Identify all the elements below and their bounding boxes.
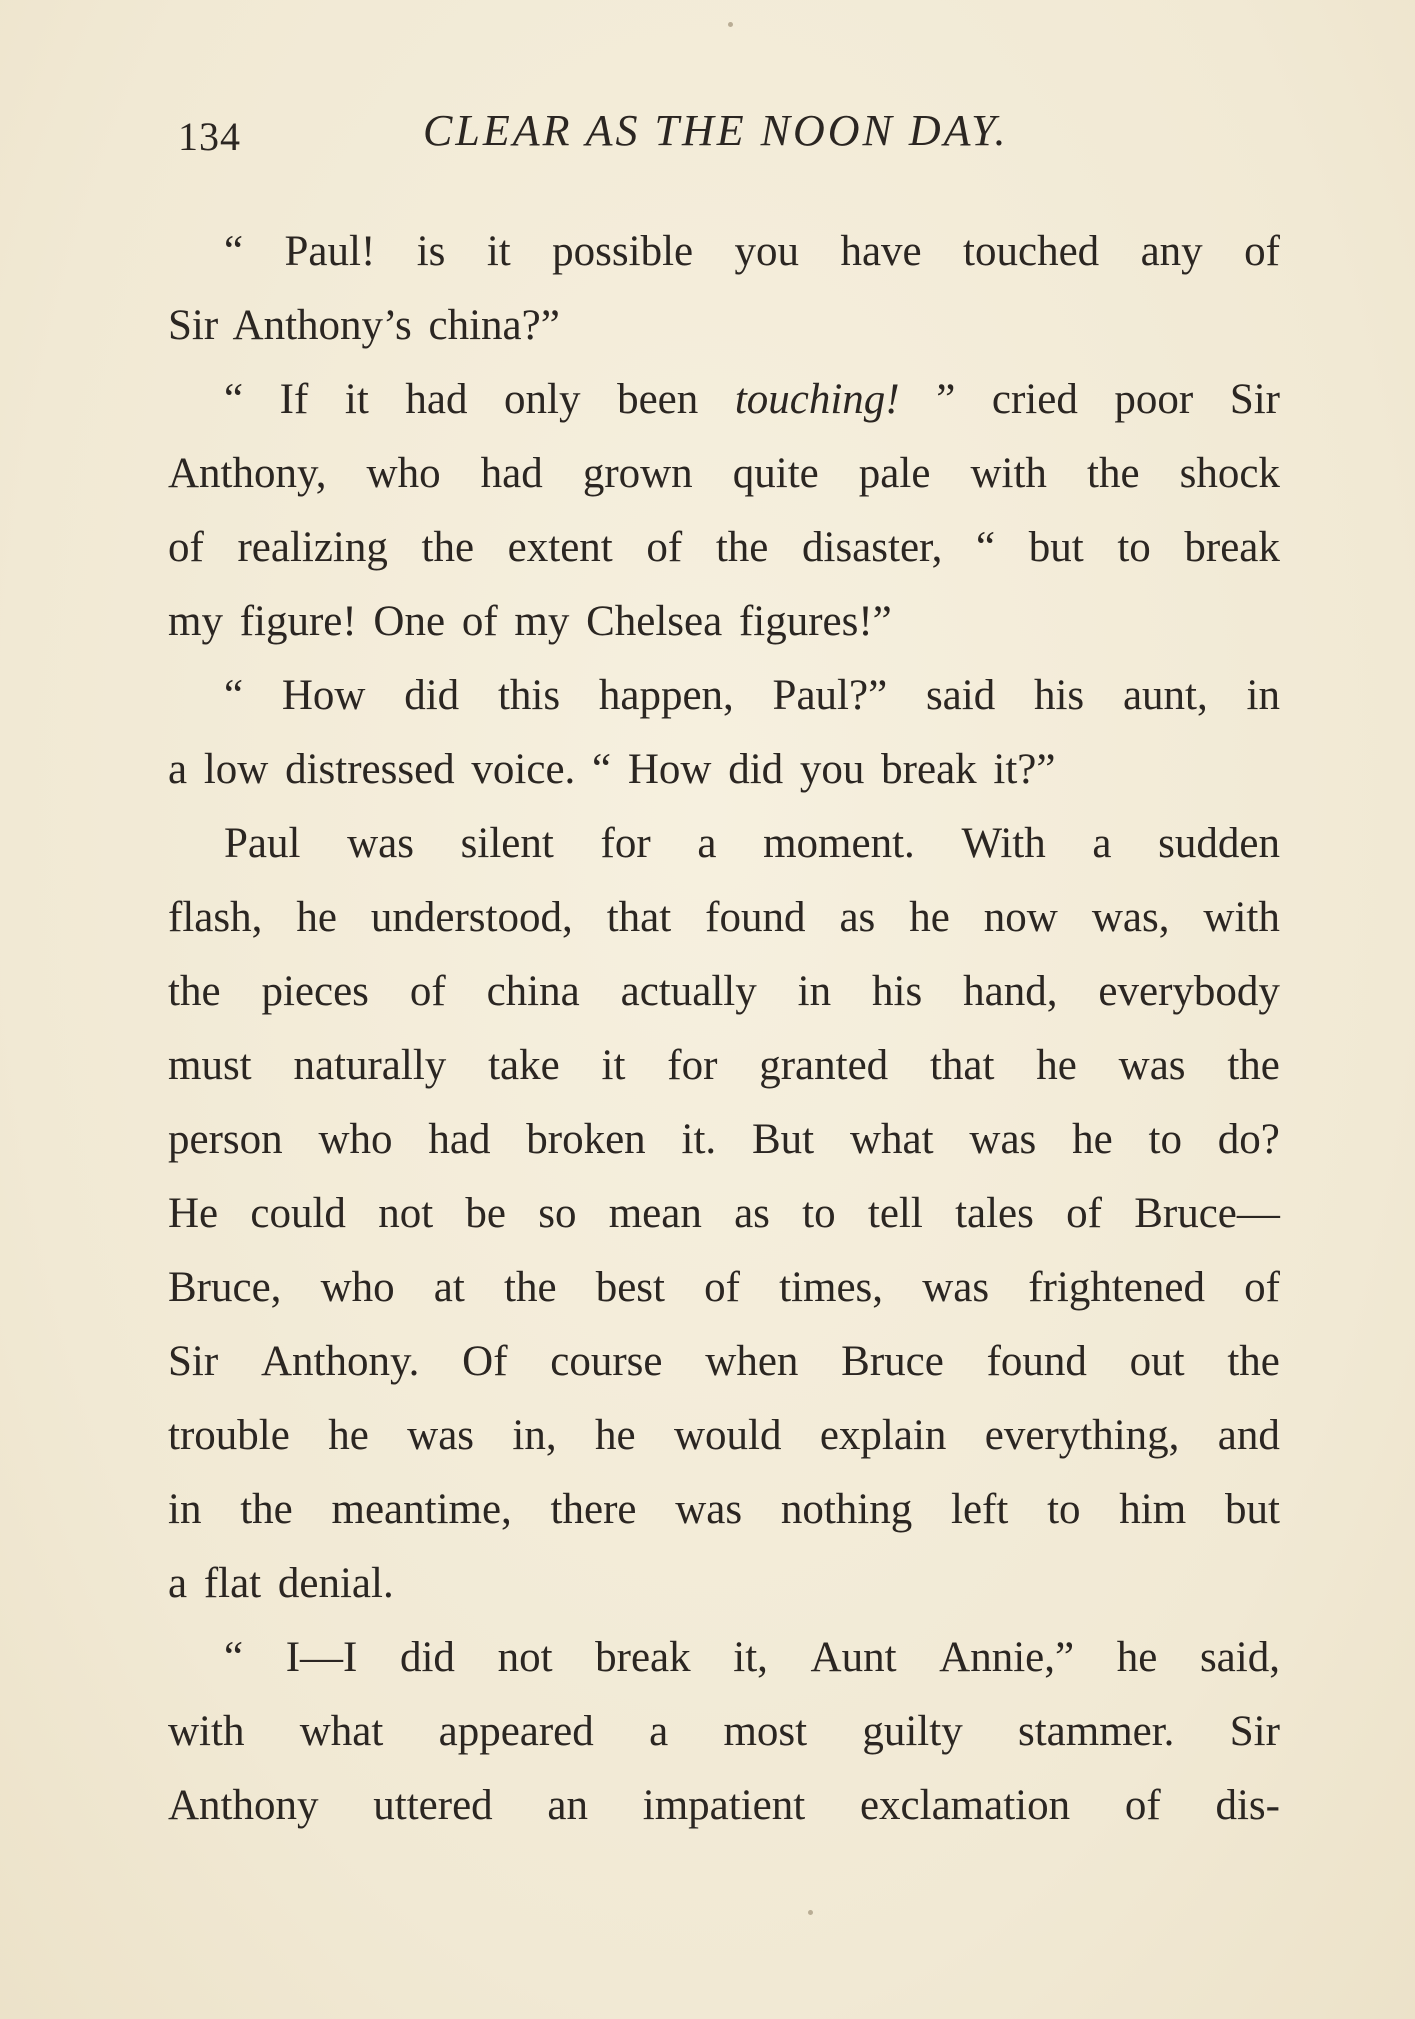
word: Paul!: [284, 228, 376, 275]
word: Anthony,: [168, 450, 327, 497]
word: stammer.: [1017, 1708, 1175, 1755]
word: he: [1036, 1042, 1077, 1089]
word: a: [697, 820, 717, 867]
word: mean: [608, 1190, 702, 1237]
word: shock: [1179, 450, 1280, 497]
italic-word: touching!: [734, 376, 900, 423]
word: he: [909, 894, 950, 941]
word: for: [600, 820, 651, 867]
word: the: [504, 1264, 557, 1311]
word: ”: [936, 376, 956, 423]
word: he: [1116, 1634, 1158, 1681]
word: everything,: [984, 1412, 1180, 1459]
word: uttered: [373, 1782, 493, 1829]
text-line: [168, 807, 1280, 881]
word: this: [497, 672, 561, 719]
word: hand,: [963, 968, 1058, 1015]
word: moment.: [763, 820, 915, 867]
text-line: [168, 1251, 1280, 1325]
word: in: [797, 968, 832, 1015]
word: meantime,: [331, 1486, 512, 1533]
word: he: [1072, 1116, 1113, 1163]
text-line: [168, 1621, 1280, 1695]
word: Paul: [224, 820, 301, 867]
word: Anthony: [168, 1782, 319, 1829]
word: Sir: [1229, 1708, 1280, 1755]
word: course: [550, 1338, 663, 1385]
word: who: [320, 1264, 395, 1311]
word: of: [1066, 1190, 1102, 1237]
word: did: [404, 672, 460, 719]
word: broken: [526, 1116, 646, 1163]
word: is: [416, 228, 446, 275]
word: have: [840, 228, 922, 275]
word: grown: [582, 450, 693, 497]
word: guilty: [862, 1708, 963, 1755]
text-segment: a low distressed voice. “ How did you break it?”: [168, 746, 1056, 793]
word: to: [1148, 1116, 1182, 1163]
word: had: [405, 376, 468, 423]
word: of: [1244, 228, 1280, 275]
word: when: [705, 1338, 799, 1385]
word: there: [550, 1486, 637, 1533]
word: as: [839, 894, 876, 941]
word: If: [279, 376, 309, 423]
word: was: [922, 1264, 990, 1311]
word: of: [168, 524, 204, 571]
word: that: [929, 1042, 995, 1089]
word: had: [428, 1116, 491, 1163]
running-head: [178, 105, 1278, 165]
running-title: CLEAR AS THE NOON DAY.: [423, 106, 1009, 155]
word: nothing: [780, 1486, 913, 1533]
word: he: [328, 1412, 369, 1459]
word: said: [925, 672, 996, 719]
word: the: [240, 1486, 293, 1533]
word: quite: [732, 450, 819, 497]
word: most: [723, 1708, 808, 1755]
word: what: [849, 1116, 934, 1163]
word: Paul?”: [772, 672, 888, 719]
word: been: [617, 376, 699, 423]
word: “: [976, 524, 996, 571]
word: who: [318, 1116, 393, 1163]
word: Bruce—: [1134, 1190, 1280, 1237]
word: but: [1028, 524, 1084, 571]
word: “: [224, 672, 244, 719]
text-line: [168, 511, 1280, 585]
word: Sir: [168, 1338, 219, 1385]
word: the: [421, 524, 475, 571]
word: of: [646, 524, 683, 571]
word: but: [1224, 1486, 1280, 1533]
word: it: [486, 228, 511, 275]
word: would: [673, 1412, 782, 1459]
word: Bruce,: [168, 1264, 282, 1311]
word: was: [347, 820, 414, 867]
word: as: [734, 1190, 770, 1237]
word: “: [224, 376, 244, 423]
word: only: [504, 376, 581, 423]
word: so: [538, 1190, 577, 1237]
word: found: [705, 894, 806, 941]
word: understood,: [370, 894, 573, 941]
word: naturally: [293, 1042, 447, 1089]
word: he: [594, 1412, 636, 1459]
word: tell: [867, 1190, 923, 1237]
word: everybody: [1098, 968, 1280, 1015]
word: not: [378, 1190, 434, 1237]
text-line: [168, 1029, 1280, 1103]
word: him: [1119, 1486, 1187, 1533]
word: to: [1117, 524, 1151, 571]
word: at: [433, 1264, 465, 1311]
word: it.: [681, 1116, 717, 1163]
text-line: [168, 1325, 1280, 1399]
word: actually: [620, 968, 757, 1015]
word: china: [486, 968, 580, 1015]
word: the: [1087, 450, 1140, 497]
text-line: [168, 1695, 1280, 1769]
text-line: [168, 363, 1280, 437]
word: Bruce: [841, 1338, 944, 1385]
word: a: [649, 1708, 669, 1755]
word: dis-: [1215, 1782, 1280, 1829]
word: realizing: [237, 524, 388, 571]
text-line: [168, 881, 1280, 955]
word: of: [1124, 1782, 1161, 1829]
word: disaster,: [802, 524, 943, 571]
paper-speck: [728, 22, 733, 27]
word: out: [1129, 1338, 1185, 1385]
word: you: [734, 228, 800, 275]
word: with: [970, 450, 1047, 497]
word: that: [606, 894, 672, 941]
text-line: [168, 1769, 1280, 1843]
word: pieces: [261, 968, 369, 1015]
word: tales: [955, 1190, 1034, 1237]
word: take: [488, 1042, 560, 1089]
word: cried: [991, 376, 1078, 423]
word: granted: [759, 1042, 889, 1089]
word: poor: [1114, 376, 1194, 423]
word: for: [667, 1042, 718, 1089]
word: now: [983, 894, 1058, 941]
word: With: [961, 820, 1046, 867]
word: pale: [858, 450, 931, 497]
word: his: [1033, 672, 1085, 719]
text-line: [168, 1547, 1280, 1621]
word: sudden: [1158, 820, 1280, 867]
word: in,: [512, 1412, 557, 1459]
text-segment: my figure! One of my Chelsea figures!”: [168, 598, 892, 645]
word: was: [969, 1116, 1037, 1163]
word: do?: [1217, 1116, 1280, 1163]
word: best: [595, 1264, 665, 1311]
word: He: [168, 1190, 219, 1237]
text-line: [168, 215, 1280, 289]
text-line: [168, 1177, 1280, 1251]
word: flash,: [168, 894, 263, 941]
word: had: [480, 450, 543, 497]
word: in: [168, 1486, 202, 1533]
text-line: [168, 733, 1280, 807]
word: “: [224, 228, 244, 275]
word: was,: [1091, 894, 1170, 941]
word: found: [986, 1338, 1087, 1385]
word: happen,: [598, 672, 734, 719]
word: not: [497, 1634, 553, 1681]
word: a: [1092, 820, 1112, 867]
word: must: [168, 1042, 252, 1089]
word: impatient: [642, 1782, 806, 1829]
text-line: [168, 585, 1280, 659]
word: the: [1227, 1042, 1280, 1089]
word: aunt,: [1122, 672, 1208, 719]
word: explain: [819, 1412, 947, 1459]
word: I—I: [285, 1634, 358, 1681]
word: times,: [779, 1264, 884, 1311]
word: it: [344, 376, 369, 423]
word: with: [1203, 894, 1280, 941]
page-number: 134: [178, 114, 241, 159]
text-segment: Sir Anthony’s china?”: [168, 302, 560, 349]
word: could: [250, 1190, 346, 1237]
word: the: [715, 524, 769, 571]
word: said,: [1199, 1634, 1280, 1681]
word: Sir: [1229, 376, 1280, 423]
word: of: [1244, 1264, 1280, 1311]
word: to: [802, 1190, 836, 1237]
word: appeared: [438, 1708, 594, 1755]
word: and: [1217, 1412, 1280, 1459]
text-line: [168, 955, 1280, 1029]
word: trouble: [168, 1412, 290, 1459]
body-text: [168, 215, 1280, 1843]
word: person: [168, 1116, 283, 1163]
word: was: [1118, 1042, 1186, 1089]
paper-speck: [808, 1910, 813, 1915]
word: left: [951, 1486, 1009, 1533]
word: be: [465, 1190, 506, 1237]
word: who: [366, 450, 441, 497]
word: of: [704, 1264, 740, 1311]
word: what: [299, 1708, 384, 1755]
word: Aunt: [810, 1634, 897, 1681]
word: How: [281, 672, 366, 719]
text-line: [168, 437, 1280, 511]
word: touched: [963, 228, 1100, 275]
word: was: [407, 1412, 475, 1459]
word: frightened: [1028, 1264, 1205, 1311]
text-line: [168, 1473, 1280, 1547]
text-line: [168, 289, 1280, 363]
word: any: [1140, 228, 1203, 275]
word: break: [595, 1634, 691, 1681]
word: “: [224, 1634, 244, 1681]
word: of: [409, 968, 446, 1015]
word: possible: [552, 228, 694, 275]
word: Of: [462, 1338, 508, 1385]
word: But: [752, 1116, 815, 1163]
text-line: [168, 659, 1280, 733]
word: was: [675, 1486, 743, 1533]
word: did: [399, 1634, 455, 1681]
word: Annie,”: [939, 1634, 1075, 1681]
word: Anthony.: [260, 1338, 420, 1385]
word: extent: [507, 524, 613, 571]
word: the: [168, 968, 221, 1015]
text-line: [168, 1103, 1280, 1177]
word: in: [1246, 672, 1280, 719]
word: the: [1227, 1338, 1280, 1385]
text-line: [168, 1399, 1280, 1473]
text-segment: a flat denial.: [168, 1560, 394, 1607]
word: it,: [733, 1634, 768, 1681]
word: with: [168, 1708, 245, 1755]
word: he: [296, 894, 337, 941]
word: to: [1047, 1486, 1081, 1533]
word: an: [547, 1782, 589, 1829]
word: silent: [460, 820, 554, 867]
word: his: [872, 968, 923, 1015]
word: exclamation: [859, 1782, 1071, 1829]
word: break: [1184, 524, 1280, 571]
word: it: [601, 1042, 626, 1089]
